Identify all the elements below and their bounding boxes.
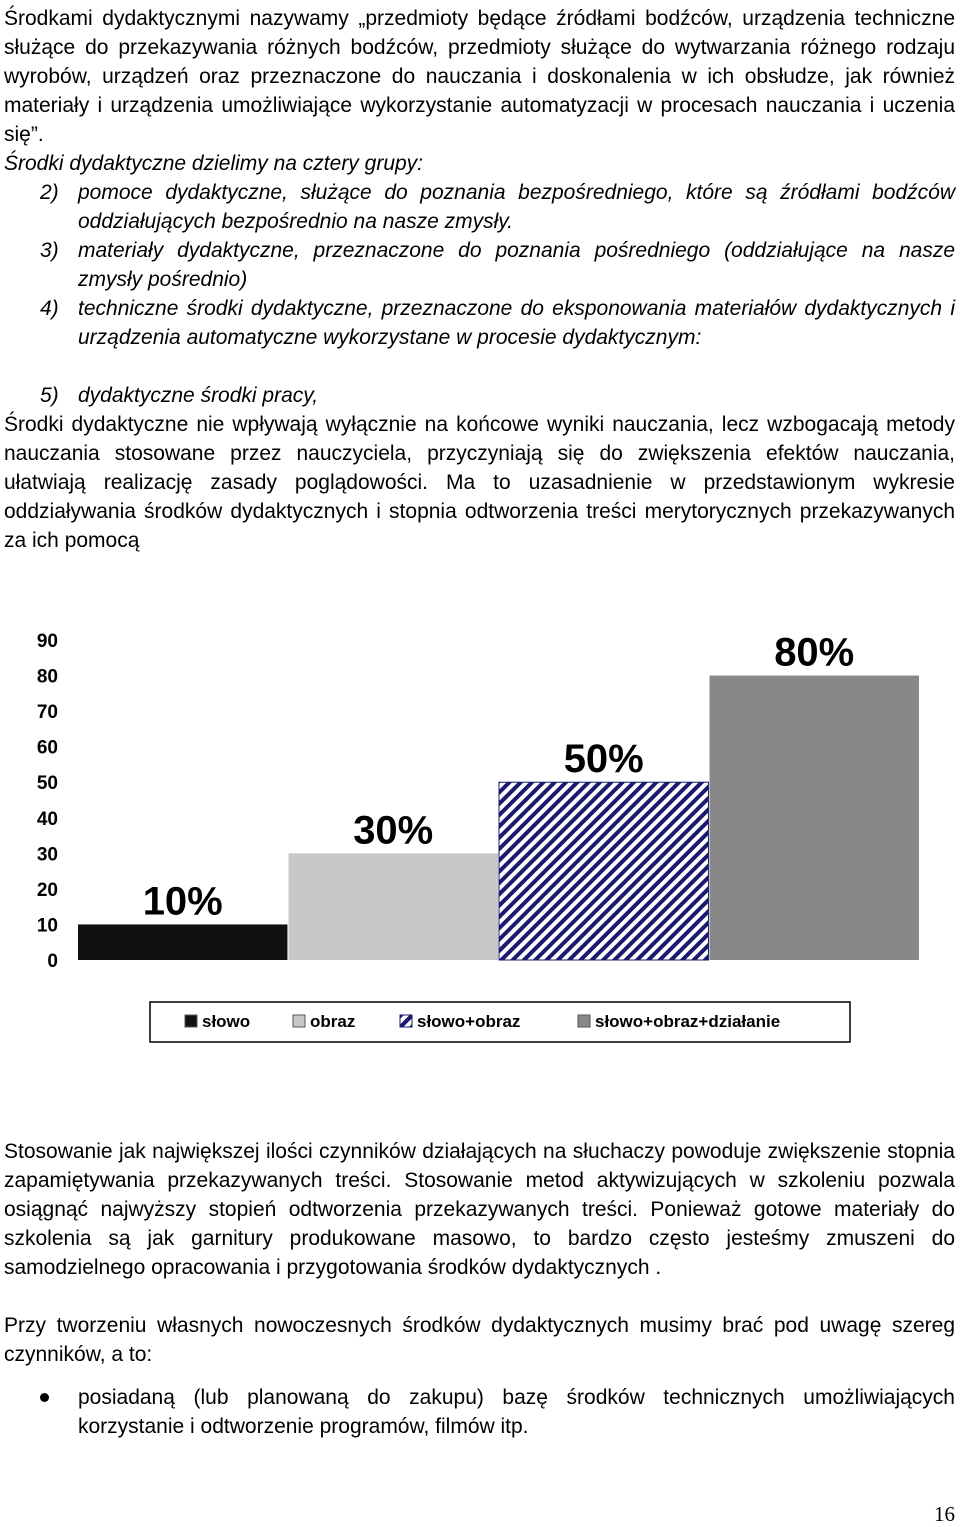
y-tick-label: 80: [36, 666, 58, 688]
bullet-text: posiadaną (lub planowaną do zakupu) bazę środków technicznych umożliwiających korzystanie i odtworzenie programów, filmów itp.: [78, 1386, 955, 1438]
list-item: [40, 178, 955, 236]
legend-swatch: [578, 1015, 590, 1027]
list-item-text: materiały dydaktyczne, przeznaczone do poznania pośredniego (oddziałujące na nasze zmysły pośrednio): [78, 239, 955, 291]
bar: [78, 924, 287, 960]
legend-swatch: [293, 1015, 305, 1027]
y-tick-label: 40: [36, 808, 58, 830]
legend-label: słowo+obraz: [417, 1012, 521, 1031]
legend-swatch: [185, 1015, 197, 1027]
factors-intro: Przy tworzeniu własnych nowoczesnych środków dydaktycznych musimy brać pod uwagę szereg czynników, a to:: [4, 1314, 955, 1366]
list-item-number: 4): [40, 297, 59, 320]
list-item-text: techniczne środki dydaktyczne, przeznaczone do eksponowania materiałów dydaktycznych i urządzenia automatyczne wykorzystane w procesie dydaktycznym:: [78, 297, 955, 349]
bullet-icon: [40, 1393, 49, 1402]
legend-label: obraz: [310, 1012, 356, 1031]
y-tick-label: 90: [36, 631, 58, 652]
data-label: 50%: [563, 737, 644, 782]
list-item-text: dydaktyczne środki pracy,: [78, 384, 319, 407]
after-chart-paragraph: Stosowanie jak największej ilości czynników działających na słuchaczy powoduje zwiększenie stopnia zapamiętywania przekazywanych treści. Stosowanie metod aktywizujących w szkoleniu pozwala osiągnąć najwyższy stopień odtworzenia przekazywanych treści. Ponieważ gotowe materiały do szkolenia są jak garnitury produkowane masowo, to bardzo często jesteśmy zmuszeni do samodzielnego opracowania i przygotowania środków dydaktycznych .: [4, 1140, 955, 1279]
y-tick-label: 10: [36, 915, 58, 937]
data-label: 10%: [142, 879, 223, 924]
legend: [150, 1002, 850, 1042]
page-number: 16: [934, 1502, 955, 1526]
legend-label: słowo+obraz+działanie: [595, 1012, 781, 1031]
list-item: [40, 294, 955, 352]
bar-chart: [0, 610, 960, 1080]
list-item: [40, 236, 955, 294]
legend-label: słowo: [202, 1012, 251, 1031]
y-tick-label: 60: [36, 737, 58, 759]
y-tick-label: 70: [36, 702, 58, 724]
y-tick-label: 20: [36, 879, 58, 901]
data-label: 30%: [353, 808, 434, 853]
chart-intro-paragraph: Środki dydaktyczne nie wpływają wyłącznie na końcowe wyniki nauczania, lecz wzbogacają metody nauczania stosowane przez nauczyciela, przyczyniają się do zwiększenia efektów nauczania, ułatwiają realizację zasady poglądowości. Ma to uzasadnienie w przedstawionym wykresie oddziaływania środków dydaktycznych i stopnia odtworzenia treści merytorycznych przekazywanych za ich pomocą: [4, 413, 955, 552]
bar: [289, 853, 498, 960]
list-item-number: 5): [40, 384, 59, 407]
data-label: 80%: [774, 630, 855, 675]
list-item-number: 3): [40, 239, 59, 262]
list-item: [40, 381, 955, 410]
bullet-item: [40, 1383, 955, 1441]
bar: [499, 782, 708, 960]
legend-swatch: [400, 1015, 412, 1027]
chart-canvas: [0, 610, 960, 1080]
intro-paragraph: Środkami dydaktycznymi nazywamy „przedmioty będące źródłami bodźców, urządzenia techniczne służące do przekazywania różnych bodźców, przedmioty służące do wytwarzania różnego rodzaju wyrobów, urządzeń oraz przeznaczone do nauczania i doskonalenia w ich obsłudze, jak również materiały i urządzenia umożliwiające wykorzystanie automatyzacji w procesach nauczania i uczenia się”.: [4, 7, 955, 146]
y-tick-label: 50: [36, 773, 58, 795]
list-item-text: pomoce dydaktyczne, służące do poznania bezpośredniego, które są źródłami bodźców oddziałujących bezpośrednio na nasze zmysły.: [78, 181, 955, 233]
list-item-number: 2): [40, 181, 59, 204]
y-axis-ticks: [37, 631, 58, 972]
groups-intro: Środki dydaktyczne dzielimy na cztery grupy:: [4, 152, 424, 175]
y-tick-label: 30: [36, 844, 58, 866]
y-tick-label: 0: [47, 951, 58, 972]
bar: [710, 676, 919, 960]
